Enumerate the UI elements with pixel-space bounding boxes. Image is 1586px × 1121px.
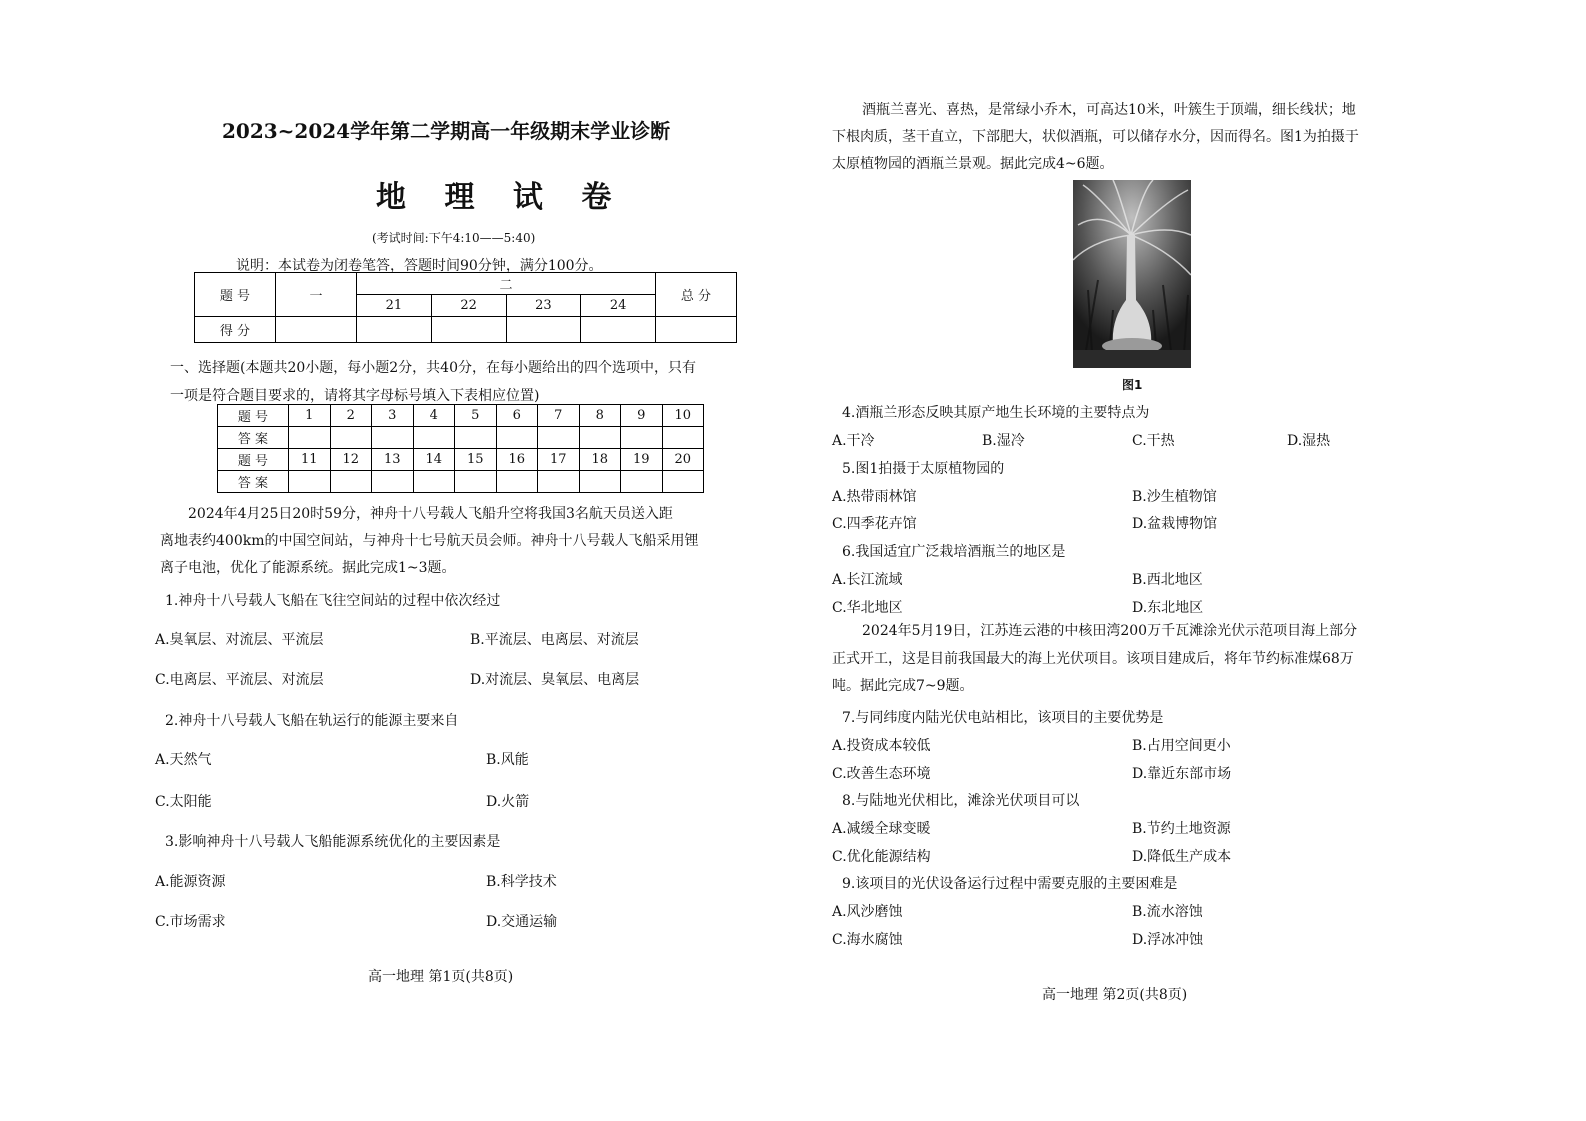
answer-cell[interactable] bbox=[662, 427, 704, 449]
answer-cell[interactable] bbox=[455, 427, 497, 449]
exam-title: 2023~2024学年第二学期高一年级期末学业诊断 bbox=[222, 119, 671, 143]
q8-option-d[interactable]: D.降低生产成本 bbox=[1132, 849, 1232, 865]
answer-cell[interactable] bbox=[413, 427, 455, 449]
score-cell[interactable] bbox=[581, 317, 656, 343]
answer-question-number: 16 bbox=[496, 449, 538, 471]
answer-question-number: 20 bbox=[662, 449, 704, 471]
bottle-palm-image bbox=[1073, 180, 1191, 368]
q3-stem: 3.影响神舟十八号载人飞船能源系统优化的主要因素是 bbox=[165, 834, 501, 850]
answer-cell[interactable] bbox=[621, 427, 663, 449]
answer-cell[interactable] bbox=[455, 471, 497, 493]
q1-option-d[interactable]: D.对流层、臭氧层、电离层 bbox=[470, 672, 640, 688]
answer-question-number: 4 bbox=[413, 405, 455, 427]
exam-subject: 地 理 试 卷 bbox=[376, 180, 626, 215]
passage2-line1: 酒瓶兰喜光、喜热，是常绿小乔木，可高达10米，叶簇生于顶端，细长线状；地 bbox=[862, 102, 1356, 118]
q6-stem: 6.我国适宜广泛栽培酒瓶兰的地区是 bbox=[842, 544, 1066, 560]
answer-header-daan: 答 案 bbox=[218, 471, 289, 493]
answer-cell[interactable] bbox=[579, 471, 621, 493]
passage3-line2: 正式开工，这是目前我国最大的海上光伏项目。该项目建成后，将年节约标准煤68万 bbox=[832, 651, 1354, 667]
score-header-section2: 二 bbox=[357, 273, 656, 295]
exam-time: (考试时间:下午4:10——5:40) bbox=[372, 231, 536, 245]
q1-option-a[interactable]: A.臭氧层、对流层、平流层 bbox=[155, 632, 324, 648]
q4-option-a[interactable]: A.干冷 bbox=[832, 433, 875, 449]
answer-cell[interactable] bbox=[413, 471, 455, 493]
q1-option-c[interactable]: C.电离层、平流层、对流层 bbox=[155, 672, 324, 688]
answer-cell[interactable] bbox=[538, 427, 580, 449]
score-header-defen: 得 分 bbox=[195, 317, 276, 343]
q7-option-d[interactable]: D.靠近东部市场 bbox=[1132, 766, 1232, 782]
answer-cell[interactable] bbox=[372, 471, 414, 493]
q6-option-c[interactable]: C.华北地区 bbox=[832, 600, 903, 616]
answer-question-number: 7 bbox=[538, 405, 580, 427]
answer-question-number: 14 bbox=[413, 449, 455, 471]
answer-question-number: 15 bbox=[455, 449, 497, 471]
score-header-section1: 一 bbox=[276, 273, 357, 317]
q8-option-c[interactable]: C.优化能源结构 bbox=[832, 849, 931, 865]
q2-option-b[interactable]: B.风能 bbox=[486, 752, 529, 768]
score-q21: 21 bbox=[357, 295, 432, 317]
page-footer-2: 高一地理 第2页(共8页) bbox=[1042, 987, 1188, 1003]
q7-option-c[interactable]: C.改善生态环境 bbox=[832, 766, 931, 782]
answer-question-number: 6 bbox=[496, 405, 538, 427]
q7-option-b[interactable]: B.占用空间更小 bbox=[1132, 738, 1231, 754]
answer-question-number: 11 bbox=[289, 449, 331, 471]
q8-stem: 8.与陆地光伏相比，滩涂光伏项目可以 bbox=[842, 793, 1080, 809]
score-cell[interactable] bbox=[276, 317, 357, 343]
answer-cell[interactable] bbox=[579, 427, 621, 449]
answer-question-number: 3 bbox=[372, 405, 414, 427]
q5-option-d[interactable]: D.盆栽博物馆 bbox=[1132, 516, 1218, 532]
passage1-line2: 离地表约400km的中国空间站，与神舟十七号航天员会师。神舟十八号载人飞船采用锂 bbox=[160, 533, 699, 549]
score-q22: 22 bbox=[431, 295, 506, 317]
q4-option-b[interactable]: B.湿冷 bbox=[982, 433, 1025, 449]
passage2-line3: 太原植物园的酒瓶兰景观。据此完成4~6题。 bbox=[832, 156, 1114, 172]
score-cell[interactable] bbox=[656, 317, 737, 343]
score-q23: 23 bbox=[506, 295, 581, 317]
score-cell[interactable] bbox=[357, 317, 432, 343]
answer-cell[interactable] bbox=[289, 427, 331, 449]
answer-question-number: 13 bbox=[372, 449, 414, 471]
answer-cell[interactable] bbox=[496, 471, 538, 493]
answer-question-number: 18 bbox=[579, 449, 621, 471]
q1-stem: 1.神舟十八号载人飞船在飞往空间站的过程中依次经过 bbox=[165, 593, 501, 609]
answer-question-number: 10 bbox=[662, 405, 704, 427]
answer-cell[interactable] bbox=[330, 427, 372, 449]
passage1-line3: 离子电池，优化了能源系统。据此完成1~3题。 bbox=[160, 560, 456, 576]
passage1-line1: 2024年4月25日20时59分，神舟十八号载人飞船升空将我国3名航天员送入距 bbox=[188, 506, 673, 522]
q2-stem: 2.神舟十八号载人飞船在轨运行的能源主要来自 bbox=[165, 713, 459, 729]
answer-cell[interactable] bbox=[289, 471, 331, 493]
q4-option-c[interactable]: C.干热 bbox=[1132, 433, 1175, 449]
answer-header-tihao: 题 号 bbox=[218, 449, 289, 471]
q3-option-b[interactable]: B.科学技术 bbox=[486, 874, 557, 890]
answer-header-daan: 答 案 bbox=[218, 427, 289, 449]
score-q24: 24 bbox=[581, 295, 656, 317]
q3-option-a[interactable]: A.能源资源 bbox=[155, 874, 226, 890]
q9-option-a[interactable]: A.风沙磨蚀 bbox=[832, 904, 903, 920]
answer-table bbox=[217, 404, 704, 493]
answer-cell[interactable] bbox=[621, 471, 663, 493]
figure-1-photo bbox=[1073, 180, 1191, 368]
score-cell[interactable] bbox=[431, 317, 506, 343]
score-table bbox=[194, 272, 737, 343]
answer-cell[interactable] bbox=[330, 471, 372, 493]
score-cell[interactable] bbox=[506, 317, 581, 343]
passage2-line2: 下根肉质，茎干直立，下部肥大，状似酒瓶，可以储存水分，因而得名。图1为拍摄于 bbox=[832, 129, 1359, 145]
answer-cell[interactable] bbox=[662, 471, 704, 493]
figure-1-caption: 图1 bbox=[1122, 378, 1143, 392]
q5-option-c[interactable]: C.四季花卉馆 bbox=[832, 516, 917, 532]
answer-question-number: 1 bbox=[289, 405, 331, 427]
q7-stem: 7.与同纬度内陆光伏电站相比，该项目的主要优势是 bbox=[842, 710, 1164, 726]
answer-cell[interactable] bbox=[538, 471, 580, 493]
answer-header-tihao: 题 号 bbox=[218, 405, 289, 427]
q9-stem: 9.该项目的光伏设备运行过程中需要克服的主要困难是 bbox=[842, 876, 1178, 892]
section1-instructions-line1: 一、选择题(本题共20小题，每小题2分，共40分，在每小题给出的四个选项中，只有 bbox=[170, 360, 696, 376]
answer-question-number: 19 bbox=[621, 449, 663, 471]
answer-question-number: 2 bbox=[330, 405, 372, 427]
q2-option-d[interactable]: D.火箭 bbox=[486, 794, 530, 810]
q8-option-b[interactable]: B.节约土地资源 bbox=[1132, 821, 1231, 837]
q6-option-a[interactable]: A.长江流域 bbox=[832, 572, 903, 588]
score-header-tihao: 题 号 bbox=[195, 273, 276, 317]
score-header-total: 总 分 bbox=[656, 273, 737, 317]
page-footer-1: 高一地理 第1页(共8页) bbox=[368, 969, 514, 985]
q6-option-d[interactable]: D.东北地区 bbox=[1132, 600, 1204, 616]
answer-cell[interactable] bbox=[496, 427, 538, 449]
q3-option-c[interactable]: C.市场需求 bbox=[155, 914, 226, 930]
answer-question-number: 8 bbox=[579, 405, 621, 427]
q5-option-a[interactable]: A.热带雨林馆 bbox=[832, 489, 917, 505]
q7-option-a[interactable]: A.投资成本较低 bbox=[832, 738, 931, 754]
q1-option-b[interactable]: B.平流层、电离层、对流层 bbox=[470, 632, 639, 648]
q3-option-d[interactable]: D.交通运输 bbox=[486, 914, 558, 930]
q6-option-b[interactable]: B.西北地区 bbox=[1132, 572, 1203, 588]
q9-option-b[interactable]: B.流水溶蚀 bbox=[1132, 904, 1203, 920]
q4-option-d[interactable]: D.湿热 bbox=[1287, 433, 1331, 449]
passage3-line1: 2024年5月19日，江苏连云港的中核田湾200万千瓦滩涂光伏示范项目海上部分 bbox=[862, 623, 1358, 639]
q9-option-c[interactable]: C.海水腐蚀 bbox=[832, 932, 903, 948]
q2-option-a[interactable]: A.天然气 bbox=[155, 752, 212, 768]
passage3-line3: 吨。据此完成7~9题。 bbox=[832, 678, 974, 694]
q5-stem: 5.图1拍摄于太原植物园的 bbox=[842, 461, 1005, 477]
answer-question-number: 9 bbox=[621, 405, 663, 427]
section1-instructions-line2: 一项是符合题目要求的，请将其字母标号填入下表相应位置) bbox=[170, 388, 540, 404]
answer-cell[interactable] bbox=[372, 427, 414, 449]
answer-question-number: 5 bbox=[455, 405, 497, 427]
exam-note: 说明：本试卷为闭卷笔答，答题时间90分钟，满分100分。 bbox=[236, 258, 603, 274]
q9-option-d[interactable]: D.浮冰冲蚀 bbox=[1132, 932, 1204, 948]
answer-question-number: 12 bbox=[330, 449, 372, 471]
q4-stem: 4.酒瓶兰形态反映其原产地生长环境的主要特点为 bbox=[842, 405, 1150, 421]
q5-option-b[interactable]: B.沙生植物馆 bbox=[1132, 489, 1217, 505]
q8-option-a[interactable]: A.减缓全球变暖 bbox=[832, 821, 931, 837]
answer-question-number: 17 bbox=[538, 449, 580, 471]
q2-option-c[interactable]: C.太阳能 bbox=[155, 794, 212, 810]
